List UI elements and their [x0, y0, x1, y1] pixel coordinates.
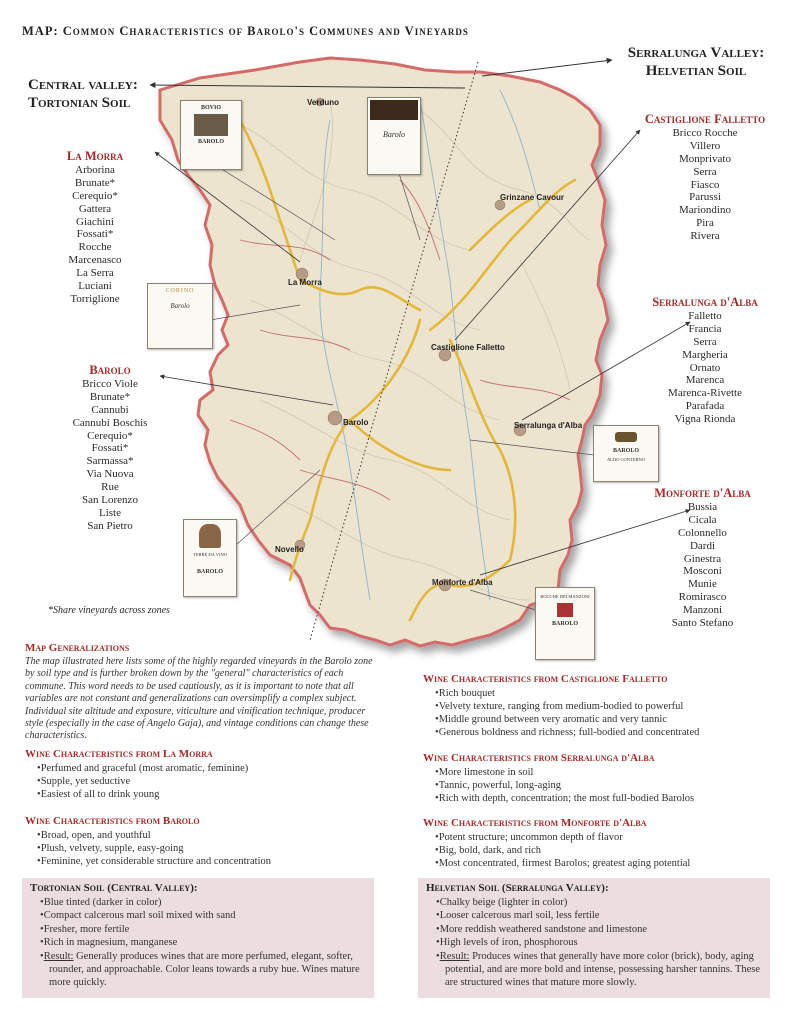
list-item: • More limestone in soil	[435, 766, 783, 779]
helvetian-soil-box	[418, 878, 770, 998]
label-producer: BOVIO	[200, 105, 221, 111]
central-valley-line2: Tortonian Soil	[28, 95, 131, 111]
list-item: • Middle ground between very aromatic and very tannic	[435, 713, 783, 726]
section-list	[435, 766, 783, 805]
serralunga-valley-arrow	[482, 60, 612, 76]
vineyard-name: Munie	[688, 578, 717, 591]
vineyard-name: Santo Stefano	[671, 617, 734, 630]
label-image	[557, 603, 573, 617]
list-item: • Potent structure; uncommon depth of flavor	[435, 831, 783, 844]
list-item: • Tannic, powerful, long-aging	[435, 779, 783, 792]
vineyard-list	[630, 501, 775, 630]
list-item: • Most concentrated, firmest Barolos; greatest aging potential	[435, 857, 783, 870]
central-valley-heading	[28, 76, 138, 112]
wine-serralunga	[423, 752, 783, 805]
vineyard-name: Parafada	[685, 400, 725, 413]
vineyard-name: Sarmassa*	[86, 455, 134, 468]
section-title: Wine Characteristics from La Morra	[25, 748, 213, 760]
vineyard-name: Rivera	[690, 230, 720, 243]
label-wine: ALDO CONTERNO	[606, 457, 646, 462]
soil-title: Helvetian Soil (Serralunga Valley):	[426, 882, 609, 894]
soil-item: • High levels of iron, phosphorous	[436, 936, 762, 949]
vineyard-name: Cerequio*	[72, 189, 118, 202]
result-label: Result:	[43, 950, 74, 962]
vineyard-name: San Pietro	[87, 519, 133, 532]
vineyard-list	[45, 164, 145, 306]
wine-label-bovio	[180, 100, 242, 170]
vineyard-list	[630, 310, 780, 426]
soil-title: Tortonian Soil (Central Valley):	[30, 882, 198, 894]
vineyard-name: Fiasco	[690, 178, 720, 191]
vineyard-name: Colonnello	[678, 526, 727, 539]
vineyard-name: Parussi	[689, 191, 721, 204]
vineyard-name: San Lorenzo	[82, 494, 138, 507]
list-item: • Generous boldness and richness; full-bodied and concentrated	[435, 726, 783, 739]
vineyard-name: Arborina	[75, 163, 115, 176]
wine-label-conterno	[593, 425, 659, 482]
place-barolo: Barolo	[343, 418, 369, 427]
central-valley-line1: Central valley:	[28, 77, 138, 93]
vineyard-name: Rue	[101, 481, 119, 494]
label-producer: CORINO	[165, 288, 195, 294]
vineyard-name: Villero	[689, 139, 721, 152]
place-la-morra: La Morra	[288, 278, 322, 287]
section-title: Wine Characteristics from Serralunga d'Alba	[423, 752, 655, 764]
vineyard-name: Liste	[99, 506, 121, 519]
commune-barolo	[55, 364, 165, 533]
serralunga-valley-heading	[616, 44, 776, 80]
place-novello: Novello	[275, 545, 304, 554]
commune-la-morra	[45, 150, 145, 306]
vineyard-name: Bussia	[687, 500, 718, 513]
wine-label-vietti	[367, 97, 421, 175]
list-item: • Rich with depth, concentration; the most full-bodied Barolos	[435, 792, 783, 805]
vineyard-name: Cerequio*	[87, 429, 133, 442]
vineyard-name: Ginestra	[683, 552, 722, 565]
commune-name: Monforte d'Alba	[654, 486, 751, 500]
vineyard-name: Luciani	[78, 280, 112, 293]
footnote: *Share vineyards across zones	[48, 605, 170, 616]
wine-la-morra	[25, 748, 385, 801]
soil-item: • Blue tinted (darker in color)	[40, 896, 366, 909]
section-list	[435, 687, 783, 739]
vineyard-name: Marenca	[685, 374, 725, 387]
section-list	[37, 762, 385, 801]
label-wine: BAROLO	[196, 569, 223, 575]
list-item: • Velvety texture, ranging from medium-bodied to powerful	[435, 700, 783, 713]
label-image	[615, 432, 637, 442]
commune-monforte	[630, 487, 775, 630]
soil-item: • Fresher, more fertile	[40, 923, 366, 936]
wine-label-rocche	[535, 587, 595, 660]
serralunga-valley-line2: Helvetian Soil	[645, 63, 747, 79]
vineyard-name: Serra	[693, 165, 717, 178]
generalizations-body: The map illustrated here lists some of the highly regarded vineyards in the Barolo zone by soil type and is further broken down by the "general" characteristics of each commune. This word needs to be used cautiously, as it is important to note that all variables are not constant and generalizations can oversimplify a complex subject. Individual site altitude and exposure, viticulture and vinification technique, producer style (especially in the case of Angelo Gaja), and vintage conditions can change these characteristics.	[25, 656, 373, 742]
label-producer: TERRE DA VINO	[193, 552, 227, 557]
section-list	[435, 831, 783, 870]
commune-castiglione	[625, 113, 785, 243]
page-title: MAP: Common Characteristics of Barolo's Communes and Vineyards	[22, 24, 469, 38]
label-wine: Barolo	[170, 302, 190, 310]
label-wine: Barolo	[383, 130, 405, 139]
place-monforte: Monforte d'Alba	[432, 578, 493, 587]
soil-list	[40, 896, 366, 990]
vineyard-name: Pira	[696, 217, 714, 230]
result-label: Result:	[439, 950, 470, 962]
vineyard-name: Giachini	[76, 215, 114, 228]
soil-item: • Rich in magnesium, manganese	[40, 936, 366, 949]
vineyard-name: Brunate*	[74, 176, 116, 189]
vineyard-name: Francia	[688, 322, 722, 335]
wine-barolo	[25, 815, 385, 868]
vineyard-name: Manzoni	[682, 604, 723, 617]
map-generalizations	[25, 642, 375, 743]
vineyard-name: Falletto	[688, 309, 722, 322]
commune-name: Barolo	[89, 363, 131, 377]
label-wine: BAROLO	[197, 139, 224, 145]
result-text: Generally produces wines that are more perfumed, elegant, softer, rounder, and approachable. Color leans towards a ruby hue. Wines mature more quickly.	[49, 950, 360, 989]
list-item: • Perfumed and graceful (most aromatic, feminine)	[37, 762, 385, 775]
list-item: • Big, bold, dark, and rich	[435, 844, 783, 857]
label-image	[194, 114, 228, 136]
vineyard-name: Fossati*	[76, 228, 114, 241]
label-producer: ROCCHE DEI MANZONI	[540, 594, 590, 599]
list-item: • Feminine, yet considerable structure and concentration	[37, 855, 385, 868]
place-verduno: Verduno	[307, 98, 340, 107]
soil-item: • Chalky beige (lighter in color)	[436, 896, 762, 909]
serralunga-valley-line1: Serralunga Valley:	[627, 45, 765, 61]
wine-monforte	[423, 817, 783, 870]
vineyard-name: Rocche	[78, 241, 112, 254]
place-serralunga: Serralunga d'Alba	[514, 421, 583, 430]
commune-serralunga	[630, 296, 780, 426]
vineyard-name: Marenca-Rivette	[668, 387, 742, 400]
soil-item: • Compact calcerous marl soil mixed with sand	[40, 909, 366, 922]
soil-list	[436, 896, 762, 990]
soil-result	[436, 950, 762, 990]
vineyard-list	[625, 127, 785, 243]
label-wine: BAROLO	[551, 621, 578, 627]
vineyard-name: Ornato	[689, 361, 721, 374]
vineyard-name: Monprivato	[679, 152, 731, 165]
vineyard-name: Cannubi	[91, 403, 129, 416]
section-title: Wine Characteristics from Castiglione Falletto	[423, 673, 668, 685]
soil-result	[40, 950, 366, 990]
vineyard-name: Dardi	[689, 539, 716, 552]
label-image	[370, 100, 418, 120]
tortonian-soil-box	[22, 878, 374, 998]
wine-label-corino	[147, 283, 213, 349]
result-text: Produces wines that generally have more color (brick), body, aging potential, and are more bold and intense, possessing harsher tannins. These are structured wines that mature more slowly.	[445, 950, 761, 989]
vineyard-name: Fossati*	[91, 442, 129, 455]
section-title: Wine Characteristics from Monforte d'Alba	[423, 817, 647, 829]
vineyard-name: Torriglione	[70, 292, 120, 305]
list-item: • Supple, yet seductive	[37, 775, 385, 788]
list-item: • Rich bouquet	[435, 687, 783, 700]
list-item: • Plush, velvety, supple, easy-going	[37, 842, 385, 855]
label-image	[199, 524, 221, 548]
vineyard-name: Via Nuova	[86, 468, 134, 481]
wine-castiglione	[423, 673, 783, 739]
label-producer: BAROLO	[612, 448, 639, 454]
commune-name: Serralunga d'Alba	[652, 295, 758, 309]
list-item: • Broad, open, and youthful	[37, 829, 385, 842]
section-list	[37, 829, 385, 868]
soil-item: • More reddish weathered sandstone and limestone	[436, 923, 762, 936]
section-title: Wine Characteristics from Barolo	[25, 815, 200, 827]
vineyard-name: Vigna Rionda	[674, 413, 736, 426]
vineyard-name: Cannubi Boschis	[72, 416, 148, 429]
commune-name: La Morra	[66, 149, 124, 163]
vineyard-name: Mariondino	[679, 204, 731, 217]
vineyard-name: Gattera	[78, 202, 112, 215]
list-item: • Easiest of all to drink young	[37, 788, 385, 801]
wine-label-sandrone	[183, 519, 237, 597]
vineyard-name: Bricco Rocche	[672, 126, 738, 139]
vineyard-name: Marcenasco	[68, 254, 122, 267]
place-grinzane: Grinzane Cavour	[500, 193, 565, 202]
vineyard-name: Romirasco	[678, 591, 727, 604]
vineyard-list	[55, 378, 165, 533]
vineyard-name: Mosconi	[683, 565, 722, 578]
vineyard-name: La Serra	[76, 267, 114, 280]
commune-name: Castiglione Falletto	[644, 112, 766, 126]
vineyard-name: Serra	[693, 335, 717, 348]
vineyard-name: Bricco Viole	[82, 377, 138, 390]
vineyard-name: Margheria	[682, 348, 728, 361]
vineyard-name: Brunate*	[89, 390, 131, 403]
vineyard-name: Cicala	[688, 513, 717, 526]
generalizations-title: Map Generalizations	[25, 642, 130, 654]
soil-item: • Looser calcerous marl soil, less fertile	[436, 909, 762, 922]
place-castiglione: Castiglione Falletto	[431, 343, 505, 352]
